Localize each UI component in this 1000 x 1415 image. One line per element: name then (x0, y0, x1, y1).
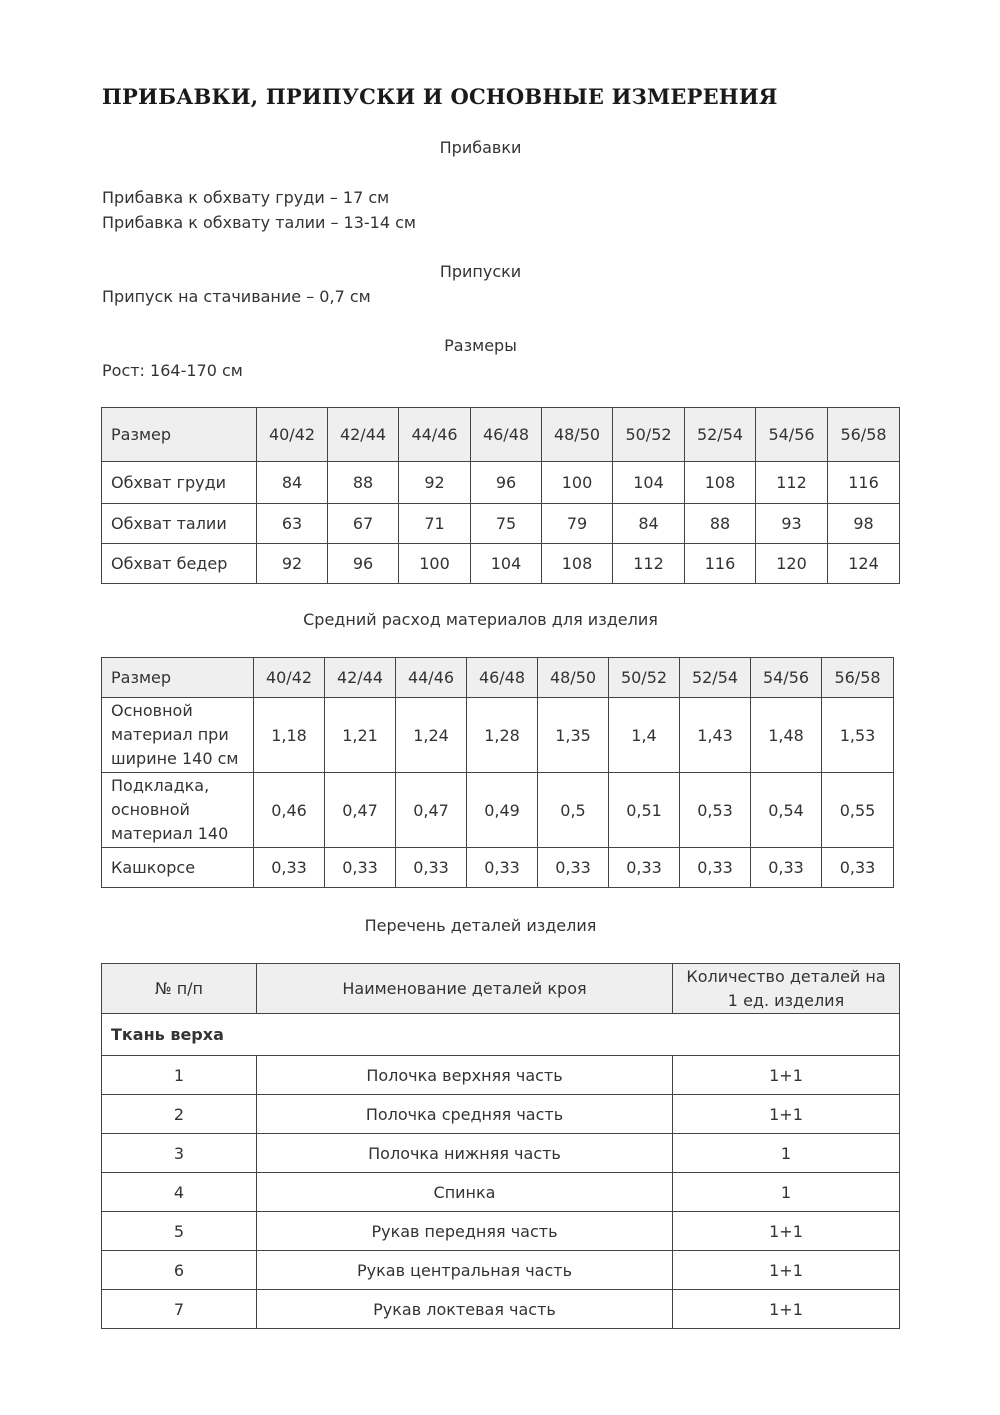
materials-heading: Средний расход материалов для изделия (303, 610, 658, 629)
header-cell: 52/54 (685, 408, 756, 462)
materials-table (101, 657, 894, 888)
header-cell: 52/54 (680, 658, 751, 698)
table-cell: 0,49 (467, 773, 538, 848)
table-cell: 100 (542, 462, 613, 504)
header-cell: 44/46 (396, 658, 467, 698)
table-cell: 0,33 (325, 848, 396, 888)
table-cell: 0,46 (254, 773, 325, 848)
table-cell: 0,53 (680, 773, 751, 848)
part-name: Рукав локтевая часть (257, 1290, 673, 1329)
table-cell: 0,33 (609, 848, 680, 888)
part-quantity: 1+1 (673, 1095, 900, 1134)
seam-allowance: Припуск на стачивание – 0,7 см (102, 287, 371, 306)
header-cell: 50/52 (609, 658, 680, 698)
table-cell: 108 (542, 544, 613, 584)
table-cell: 1,18 (254, 698, 325, 773)
part-name: Полочка нижняя часть (257, 1134, 673, 1173)
header-cell: 42/44 (325, 658, 396, 698)
label-line: материал при (111, 725, 229, 744)
header-cell: 44/46 (399, 408, 471, 462)
table-cell: 116 (828, 462, 900, 504)
allowance-waist: Прибавка к обхвату талии – 13-14 см (102, 213, 416, 232)
table-cell: 0,33 (538, 848, 609, 888)
part-quantity: 1 (673, 1134, 900, 1173)
table-row (102, 462, 900, 504)
table-cell: 0,33 (254, 848, 325, 888)
table-row (102, 1173, 900, 1212)
label-line: Подкладка, (111, 776, 210, 795)
row-label (102, 698, 254, 773)
table-cell: 0,55 (822, 773, 894, 848)
table-cell: 116 (685, 544, 756, 584)
table-row (102, 773, 894, 848)
header-cell: 40/42 (254, 658, 325, 698)
table-cell: 104 (613, 462, 685, 504)
table-cell: 71 (399, 504, 471, 544)
table-cell: 1,21 (325, 698, 396, 773)
table-cell: 0,47 (325, 773, 396, 848)
header-cell: 40/42 (257, 408, 328, 462)
row-label: Кашкорсе (102, 848, 254, 888)
table-cell: 0,33 (680, 848, 751, 888)
label-line: основной (111, 800, 190, 819)
section-row (102, 1014, 900, 1056)
table-cell: 100 (399, 544, 471, 584)
table-cell: 67 (328, 504, 399, 544)
row-label: Обхват талии (102, 504, 257, 544)
table-header-row (102, 964, 900, 1014)
table-row (102, 848, 894, 888)
table-cell: 104 (471, 544, 542, 584)
table-cell: 0,33 (396, 848, 467, 888)
table-cell: 124 (828, 544, 900, 584)
table-row (102, 1095, 900, 1134)
header-cell: Размер (102, 408, 257, 462)
header-cell: 54/56 (756, 408, 828, 462)
part-number: 6 (102, 1251, 257, 1290)
allowance-chest: Прибавка к обхвату груди – 17 см (102, 188, 390, 207)
table-cell: 96 (471, 462, 542, 504)
table-cell: 96 (328, 544, 399, 584)
table-cell: 0,33 (822, 848, 894, 888)
header-cell: Размер (102, 658, 254, 698)
header-cell: 42/44 (328, 408, 399, 462)
table-cell: 92 (257, 544, 328, 584)
row-label (102, 773, 254, 848)
table-cell: 1,28 (467, 698, 538, 773)
header-cell: 56/58 (822, 658, 894, 698)
measurements-table (101, 407, 900, 584)
table-cell: 120 (756, 544, 828, 584)
header-cell-name: Наименование деталей кроя (257, 964, 673, 1014)
table-row (102, 1251, 900, 1290)
table-cell: 0,5 (538, 773, 609, 848)
header-cell-quantity (673, 964, 900, 1014)
part-quantity: 1+1 (673, 1056, 900, 1095)
table-cell: 1,35 (538, 698, 609, 773)
label-line: ширине 140 см (111, 749, 239, 768)
part-name: Спинка (257, 1173, 673, 1212)
table-cell: 0,33 (467, 848, 538, 888)
part-quantity: 1+1 (673, 1212, 900, 1251)
table-cell: 84 (257, 462, 328, 504)
part-quantity: 1+1 (673, 1251, 900, 1290)
header-cell: 46/48 (467, 658, 538, 698)
header-cell: 56/58 (828, 408, 900, 462)
row-label: Обхват бедер (102, 544, 257, 584)
seam-heading: Припуски (439, 262, 522, 281)
header-cell: 46/48 (471, 408, 542, 462)
header-cell: 48/50 (538, 658, 609, 698)
table-row (102, 1134, 900, 1173)
table-cell: 1,53 (822, 698, 894, 773)
table-cell: 0,33 (751, 848, 822, 888)
part-name: Полочка средняя часть (257, 1095, 673, 1134)
table-cell: 112 (756, 462, 828, 504)
table-cell: 79 (542, 504, 613, 544)
part-number: 3 (102, 1134, 257, 1173)
part-number: 5 (102, 1212, 257, 1251)
allowances-heading: Прибавки (439, 138, 522, 157)
header-cell: 48/50 (542, 408, 613, 462)
table-cell: 1,24 (396, 698, 467, 773)
table-cell: 92 (399, 462, 471, 504)
table-cell: 0,54 (751, 773, 822, 848)
height-range: Рост: 164-170 см (102, 361, 243, 380)
header-cell: 54/56 (751, 658, 822, 698)
table-row (102, 698, 894, 773)
part-name: Рукав центральная часть (257, 1251, 673, 1290)
section-title: Ткань верха (102, 1014, 900, 1056)
table-cell: 88 (685, 504, 756, 544)
table-header-row (102, 658, 894, 698)
header-cell-number: № п/п (102, 964, 257, 1014)
table-row (102, 1290, 900, 1329)
part-quantity: 1+1 (673, 1290, 900, 1329)
header-cell: 50/52 (613, 408, 685, 462)
table-row (102, 544, 900, 584)
part-name: Полочка верхняя часть (257, 1056, 673, 1095)
label-line: 1 ед. изделия (727, 990, 845, 1010)
table-cell: 84 (613, 504, 685, 544)
table-cell: 1,43 (680, 698, 751, 773)
page-title: ПРИБАВКИ, ПРИПУСКИ И ОСНОВНЫЕ ИЗМЕРЕНИЯ (102, 84, 778, 109)
row-label: Обхват груди (102, 462, 257, 504)
parts-heading: Перечень деталей изделия (364, 916, 597, 935)
part-name: Рукав передняя часть (257, 1212, 673, 1251)
table-row (102, 504, 900, 544)
part-number: 1 (102, 1056, 257, 1095)
table-row (102, 1212, 900, 1251)
table-cell: 1,48 (751, 698, 822, 773)
label-line: материал 140 (111, 824, 229, 843)
table-cell: 88 (328, 462, 399, 504)
part-number: 7 (102, 1290, 257, 1329)
table-cell: 112 (613, 544, 685, 584)
table-cell: 0,47 (396, 773, 467, 848)
label-line: Основной (111, 701, 193, 720)
part-quantity: 1 (673, 1173, 900, 1212)
label-line: Количество деталей на (686, 966, 886, 986)
table-cell: 93 (756, 504, 828, 544)
sizes-heading: Размеры (444, 336, 517, 355)
table-cell: 63 (257, 504, 328, 544)
part-number: 2 (102, 1095, 257, 1134)
table-header-row (102, 408, 900, 462)
table-cell: 98 (828, 504, 900, 544)
table-cell: 108 (685, 462, 756, 504)
table-cell: 0,51 (609, 773, 680, 848)
table-row (102, 1056, 900, 1095)
table-cell: 1,4 (609, 698, 680, 773)
parts-table (101, 963, 900, 1329)
part-number: 4 (102, 1173, 257, 1212)
table-cell: 75 (471, 504, 542, 544)
